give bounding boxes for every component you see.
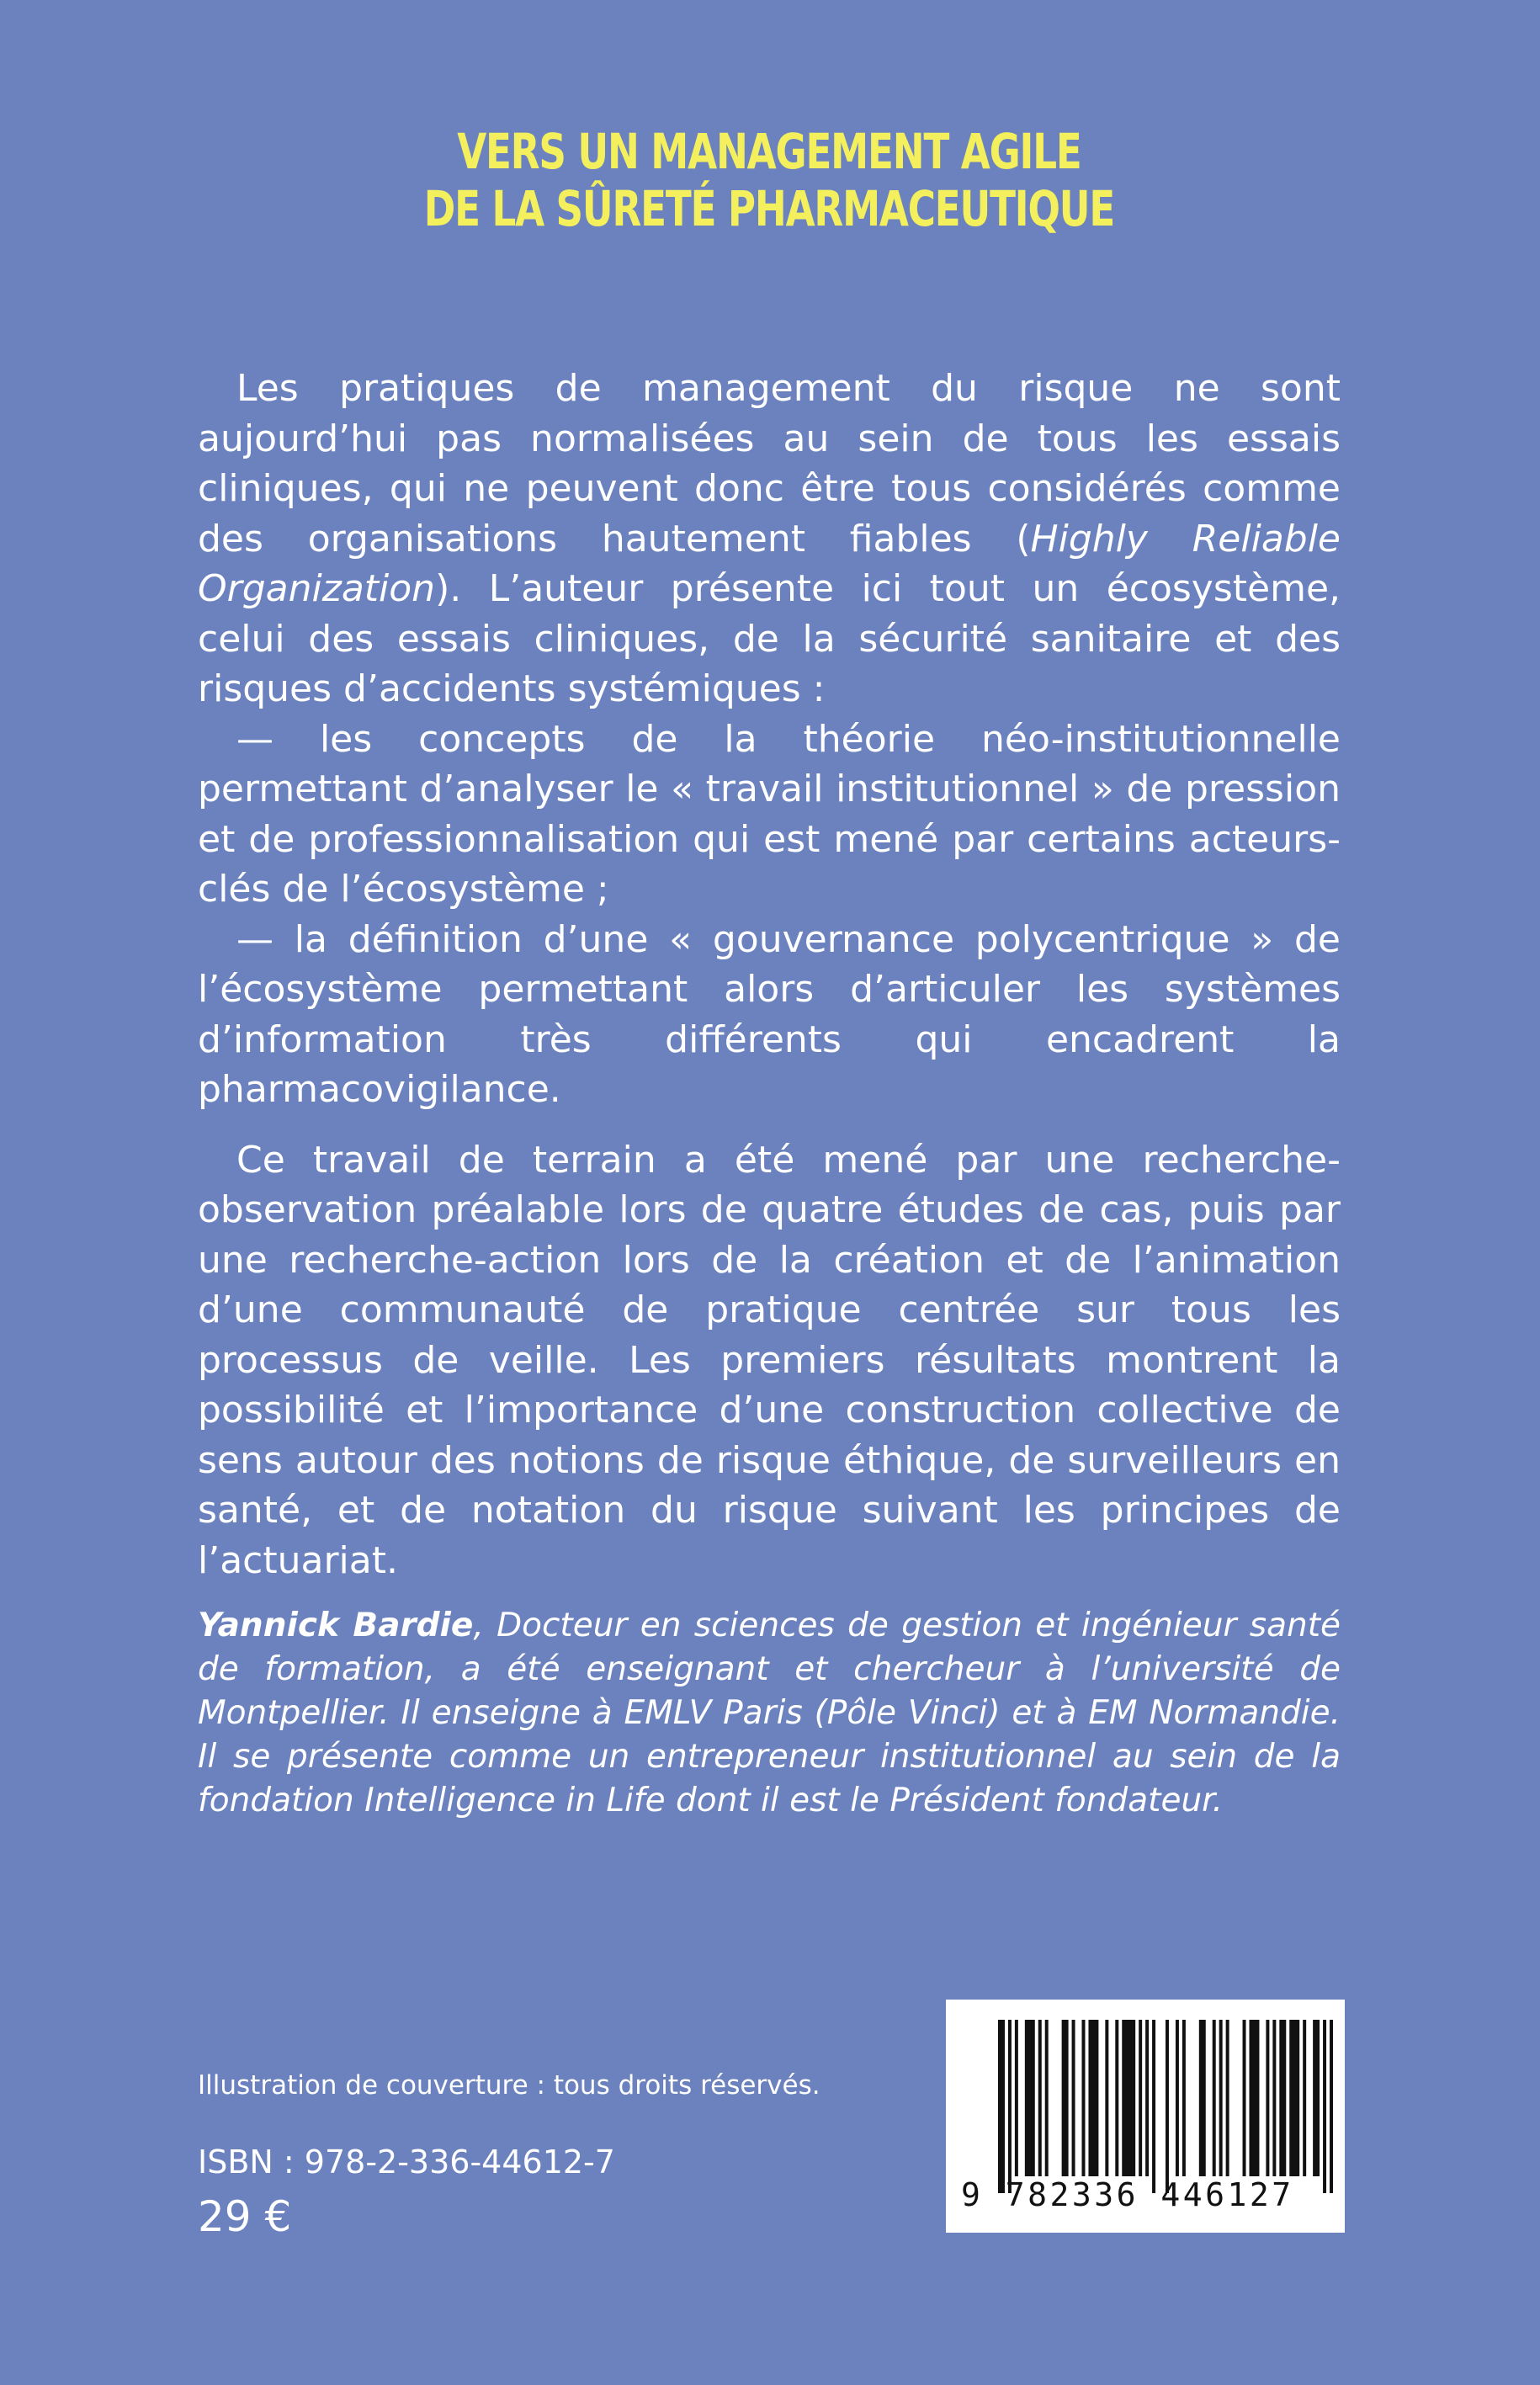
book-title xyxy=(168,123,1369,237)
barcode-bar xyxy=(1243,2020,1246,2176)
back-cover-blurb xyxy=(198,364,1341,1586)
barcode-bar xyxy=(1088,2020,1098,2176)
barcode xyxy=(946,2000,1345,2233)
barcode-bar xyxy=(1303,2020,1306,2176)
barcode-bar xyxy=(1082,2020,1086,2176)
author-name: Yannick Bardie xyxy=(198,1607,474,1644)
barcode-bar xyxy=(1105,2020,1108,2176)
barcode-bar xyxy=(1145,2020,1149,2176)
blurb-p1-start: Les pratiques de management du risque ne sont aujourd’hui pas normalisées au sein de tous les essais cliniques, qui ne peuvent donc être tous considérés comme des organisations hautement fiables ( xyxy=(198,367,1341,560)
barcode-bar xyxy=(1279,2020,1286,2176)
barcode-bar xyxy=(1139,2020,1142,2176)
isbn: ISBN : 978-2-336-44612-7 xyxy=(198,2143,615,2180)
barcode-bar xyxy=(1182,2020,1186,2176)
blurb-p1-end: ). L’auteur présente ici tout un écosystème, celui des essais cliniques, de la sécurité sanitaire et des risques d’accidents systémiques : xyxy=(198,567,1341,710)
barcode-bar xyxy=(1226,2020,1229,2176)
barcode-bar xyxy=(1045,2020,1049,2176)
barcode-bar xyxy=(1038,2020,1042,2176)
blurb-paragraph-2: — les concepts de la théorie néo-institutionnelle permettant d’analyser le « travail institutionnel » de pression et de professionnalisation qui est mené par certains acteurs-clés de l’écosystème ; xyxy=(198,717,1341,911)
barcode-bar xyxy=(1176,2020,1179,2176)
barcode-bar xyxy=(1313,2020,1320,2176)
barcode-bar xyxy=(1330,2020,1333,2193)
blurb-paragraph-3: — la définition d’une « gouvernance polycentrique » de l’écosystème permettant alors d’articuler les systèmes d’information très différents qui encadrent la pharmacovigilance. xyxy=(198,917,1341,1111)
title-line-2: DE LA SÛRETÉ PHARMACEUTIQUE xyxy=(423,180,1115,237)
price: 29 € xyxy=(198,2192,292,2241)
blurb-paragraph-4: Ce travail de terrain a été mené par une recherche-observation préalable lors de quatre études de cas, puis par une recherche-action lors de la création et de l’animation d’une communauté de pratique centrée sur tous les processus de veille. Les premiers résultats montrent la possibilité et l’importance d’une construction collective de sens autour des notions de risque éthique, de surveilleurs en santé, et de notation du risque suivant les principes de l’actuariat. xyxy=(198,1138,1341,1582)
cover-credit: Illustration de couverture : tous droits réservés. xyxy=(198,2070,820,2101)
author-bio-text: , Docteur en sciences de gestion et ingénieur santé de formation, a été enseignant et chercheur à l’université de Montpellier. Il enseigne à EMLV Paris (Pôle Vinci) et à EM Normandie. Il se présente comme un entrepreneur institutionnel au sein de la fondation Intelligence in Life dont il est le Président fondateur. xyxy=(198,1607,1341,1819)
barcode-bar xyxy=(1199,2020,1206,2176)
blurb-paragraph-1 xyxy=(198,364,1341,714)
barcode-bar xyxy=(1323,2020,1326,2193)
barcode-bar xyxy=(1266,2020,1269,2176)
barcode-bar xyxy=(1152,2020,1155,2193)
barcode-digits: 9 782336 446127 xyxy=(961,2176,1294,2213)
barcode-bar xyxy=(1025,2020,1035,2176)
author-bio xyxy=(198,1604,1341,1823)
barcode-bar xyxy=(1250,2020,1260,2176)
barcode-bar xyxy=(1289,2020,1299,2176)
barcode-bar xyxy=(1062,2020,1069,2176)
barcode-bar xyxy=(1115,2020,1118,2176)
barcode-bar xyxy=(1015,2020,1018,2176)
barcode-bar xyxy=(1166,2020,1169,2193)
barcode-bar xyxy=(1272,2020,1276,2176)
barcode-bar xyxy=(1219,2020,1223,2176)
barcode-bar xyxy=(998,2020,1005,2193)
barcode-bar xyxy=(1008,2020,1012,2193)
barcode-bar xyxy=(1213,2020,1216,2176)
title-line-1: VERS UN MANAGEMENT AGILE xyxy=(457,123,1081,180)
barcode-bar xyxy=(1072,2020,1075,2176)
barcode-bar xyxy=(1122,2020,1135,2176)
blurb-p1-italic: Highly Reliable Organization xyxy=(198,517,1341,610)
